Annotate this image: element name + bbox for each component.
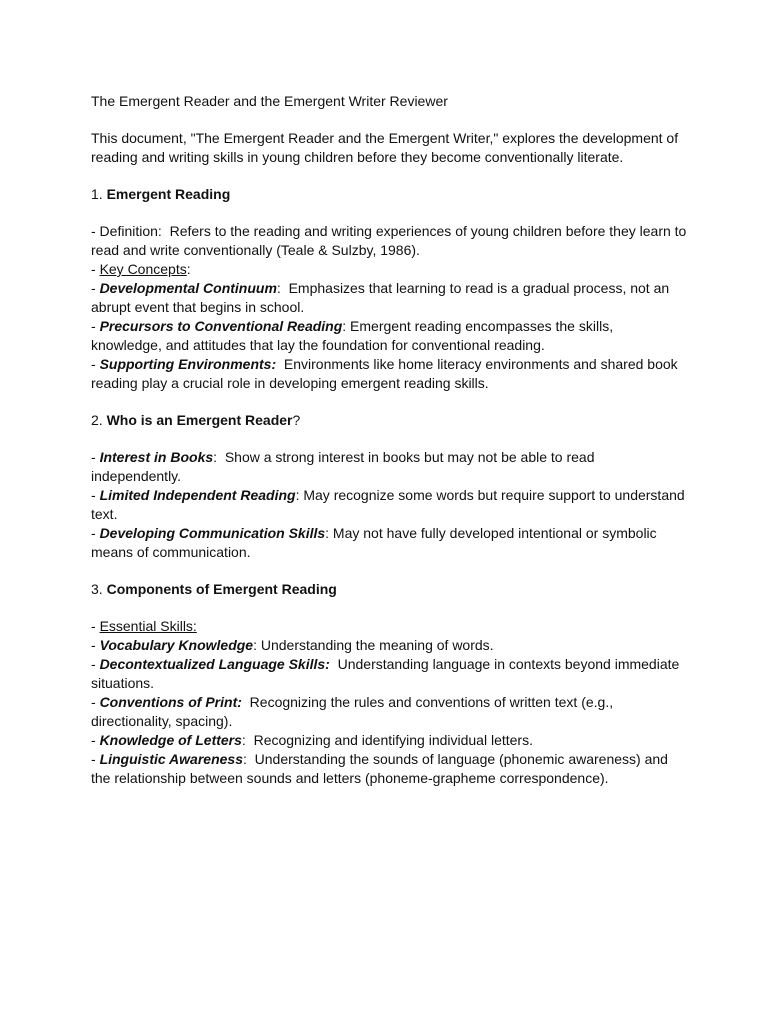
list-item <box>91 655 691 674</box>
bullet: - <box>91 449 100 465</box>
term: Linguistic Awareness <box>99 751 243 767</box>
term-text: : May recognize some words but require support to understand <box>295 487 685 503</box>
list-item-continuation: means of communication. <box>91 544 251 560</box>
section-title: Components of Emergent Reading <box>106 581 337 597</box>
list-item-continuation: directionality, spacing). <box>91 713 233 729</box>
list-item-continuation: text. <box>91 506 118 522</box>
bullet: - <box>91 280 100 296</box>
term-text: : Emergent reading encompasses the skills, <box>342 318 614 334</box>
spacer <box>91 430 691 448</box>
list-item-continuation: abrupt event that begins in school. <box>91 299 305 315</box>
list-item <box>91 731 691 750</box>
bullet: - <box>91 656 100 672</box>
term-text: Recognizing the rules and conventions of written text (e.g., <box>241 694 614 710</box>
colon: : <box>186 261 191 277</box>
bullet: - <box>91 637 100 653</box>
term-text: : Understanding the meaning of words. <box>253 637 494 653</box>
spacer <box>91 204 691 222</box>
definition-line: read and write conventionally (Teale & Sulzby, 1986). <box>91 242 420 258</box>
list-item-continuation: situations. <box>91 675 155 691</box>
term-text: : Understanding the sounds of language (phonemic awareness) and <box>242 751 668 767</box>
bullet: - <box>91 487 100 503</box>
bullet: - <box>91 618 100 634</box>
spacer <box>91 599 691 617</box>
section-number: 2. <box>91 412 107 428</box>
section-2-heading <box>91 411 691 430</box>
question-mark: ? <box>292 412 301 428</box>
term: Precursors to Conventional Reading <box>99 318 343 334</box>
list-item <box>91 486 691 505</box>
term: Limited Independent Reading <box>99 487 296 503</box>
term: Developing Communication Skills <box>99 525 326 541</box>
term-text: Understanding language in contexts beyond immediate <box>329 656 680 672</box>
list-item <box>91 279 691 298</box>
list-item-continuation: independently. <box>91 468 182 484</box>
term: Interest in Books <box>99 449 214 465</box>
key-concepts-label: Key Concepts <box>99 261 187 277</box>
term: Conventions of Print: <box>99 694 242 710</box>
term-text: : May not have fully developed intentional or symbolic <box>325 525 657 541</box>
section-1-heading <box>91 185 691 204</box>
bullet: - <box>91 751 100 767</box>
section-title: Who is an Emergent Reader <box>106 412 293 428</box>
term-text: : Emphasizes that learning to read is a gradual process, not an <box>276 280 670 296</box>
section-number: 1. <box>91 186 107 202</box>
bullet: - <box>91 732 100 748</box>
bullet: - <box>91 525 100 541</box>
key-concepts-line <box>91 260 691 279</box>
section-title: Emergent Reading <box>106 186 231 202</box>
list-item <box>91 693 691 712</box>
list-item <box>91 524 691 543</box>
definition-line: - Definition: Refers to the reading and writing experiences of young children before they learn to <box>91 223 687 239</box>
term-text: : Recognizing and identifying individual letters. <box>241 732 533 748</box>
spacer <box>91 562 691 580</box>
term-text: : Show a strong interest in books but may not be able to read <box>213 449 595 465</box>
list-item-continuation: the relationship between sounds and letters (phoneme-grapheme correspondence). <box>91 770 609 786</box>
list-item <box>91 448 691 467</box>
term-text: Environments like home literacy environments and shared book <box>276 356 678 372</box>
bullet: - <box>91 318 100 334</box>
section-3-heading <box>91 580 691 599</box>
list-item <box>91 636 691 655</box>
spacer <box>91 393 691 411</box>
list-item <box>91 355 691 374</box>
document-title: The Emergent Reader and the Emergent Writer Reviewer <box>91 93 448 109</box>
term: Vocabulary Knowledge <box>99 637 254 653</box>
term: Developmental Continuum <box>99 280 277 296</box>
essential-skills-label: Essential Skills: <box>99 618 197 634</box>
intro-line: This document, "The Emergent Reader and the Emergent Writer," explores the development of <box>91 130 679 146</box>
term: Decontextualized Language Skills: <box>99 656 330 672</box>
list-item-continuation: reading play a crucial role in developing emergent reading skills. <box>91 375 489 391</box>
bullet: - <box>91 356 100 372</box>
list-item <box>91 750 691 769</box>
list-item-continuation: knowledge, and attitudes that lay the foundation for conventional reading. <box>91 337 545 353</box>
term: Supporting Environments: <box>99 356 277 372</box>
bullet: - <box>91 694 100 710</box>
term: Knowledge of Letters <box>99 732 242 748</box>
spacer <box>91 167 691 185</box>
bullet: - <box>91 261 100 277</box>
intro-line: reading and writing skills in young children before they become conventionally literate. <box>91 149 624 165</box>
list-item <box>91 317 691 336</box>
essential-skills-line <box>91 617 691 636</box>
section-number: 3. <box>91 581 107 597</box>
document-page <box>91 92 691 788</box>
spacer <box>91 111 691 129</box>
